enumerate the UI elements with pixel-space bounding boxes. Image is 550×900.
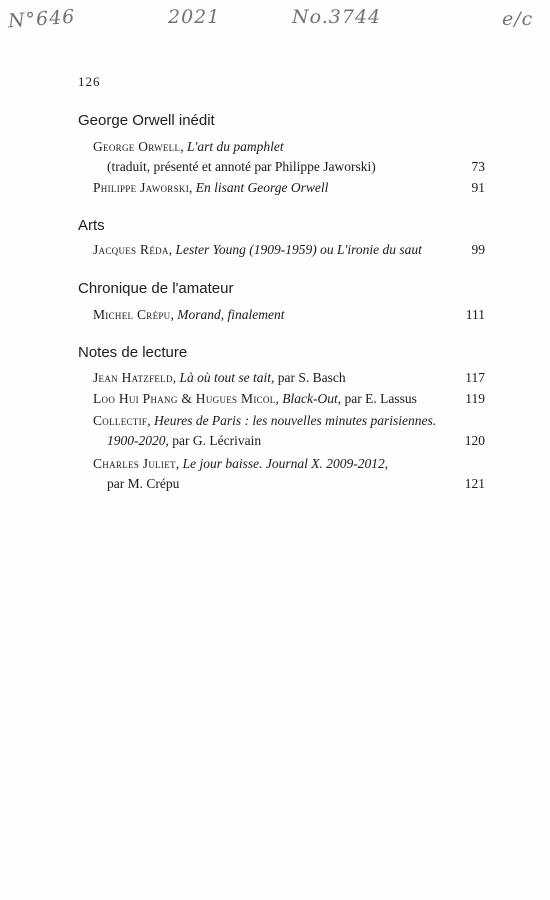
entry-page: 111	[465, 307, 485, 322]
entry-reviewer: , par S. Basch	[271, 370, 346, 385]
toc-entry[interactable]: Collectif, Heures de Paris : les nouvelles minutes parisiennes. 1900-2020, par G. Lécrivain 120	[93, 411, 485, 451]
entry-reviewer: , par E. Lassus	[337, 391, 417, 406]
entry-page: 73	[471, 159, 485, 174]
toc-entry[interactable]: Michel Crépu, Morand, finalement 111	[93, 305, 485, 325]
entry-title: En lisant George Orwell	[195, 180, 329, 195]
entry-subtitle: (traduit, présenté et annoté par Philippe Jaworski)	[107, 159, 376, 174]
entry-title: Heures de Paris : les nouvelles minutes parisiennes.	[153, 413, 437, 428]
entry-title: Là où tout se tait	[179, 370, 272, 385]
entry-author: Michel Crépu	[93, 307, 171, 322]
entry-reviewer: , par G. Lécrivain	[165, 433, 262, 448]
entry-page: 117	[465, 370, 485, 385]
entry-title: Le jour baisse. Journal X. 2009-2012	[182, 456, 385, 471]
handwritten-note: No.3744	[292, 6, 382, 28]
entry-author: George Orwell	[93, 139, 181, 154]
entry-author: Jacques Réda	[93, 242, 169, 257]
entry-page: 121	[464, 476, 485, 491]
entry-title-continued: 1900-2020	[107, 433, 166, 448]
handwritten-note: e/c	[502, 8, 534, 30]
entry-reviewer: par M. Crépu	[107, 476, 180, 491]
entry-page: 119	[465, 391, 485, 406]
entry-punctuation: ,	[384, 456, 389, 471]
toc-entry[interactable]: Loo Hui Phang & Hugues Micol, Black-Out, par E. Lassus 119	[93, 389, 485, 409]
handwritten-note: 2021	[168, 6, 221, 28]
section-title: George Orwell inédit	[78, 112, 215, 129]
entry-title: Lester Young (1909-1959) ou L'ironie du saut	[175, 242, 422, 257]
section-title: Arts	[78, 217, 105, 234]
entry-page: 99	[471, 242, 485, 257]
page-number: 126	[78, 74, 101, 89]
entry-author: Loo Hui Phang & Hugues Micol	[93, 391, 276, 406]
handwritten-note: N°646	[7, 5, 77, 33]
toc-entry[interactable]: Charles Juliet, Le jour baisse. Journal X. 2009-2012, par M. Crépu 121	[93, 454, 485, 494]
entry-page: 91	[471, 180, 485, 195]
entry-page: 120	[464, 433, 485, 448]
entry-title: L'art du pamphlet	[187, 139, 284, 154]
section-title: Notes de lecture	[78, 344, 188, 361]
toc-entry[interactable]: Jean Hatzfeld, Là où tout se tait, par S. Basch 117	[93, 368, 485, 388]
section-title: Chronique de l'amateur	[78, 280, 234, 297]
toc-entry[interactable]: Jacques Réda, Lester Young (1909-1959) ou L'ironie du saut 99	[93, 240, 485, 260]
entry-author: Jean Hatzfeld	[93, 370, 173, 385]
toc-entry[interactable]: George Orwell, L'art du pamphlet (traduit, présenté et annoté par Philippe Jaworski) 73	[93, 137, 485, 177]
entry-title: Morand, finalement	[177, 307, 285, 322]
entry-author: Philippe Jaworski	[93, 180, 190, 195]
toc-entry[interactable]: Philippe Jaworski, En lisant George Orwell 91	[93, 178, 485, 198]
entry-author: Charles Juliet	[93, 456, 176, 471]
entry-author: Collectif	[93, 413, 148, 428]
entry-title: Black-Out	[282, 391, 338, 406]
